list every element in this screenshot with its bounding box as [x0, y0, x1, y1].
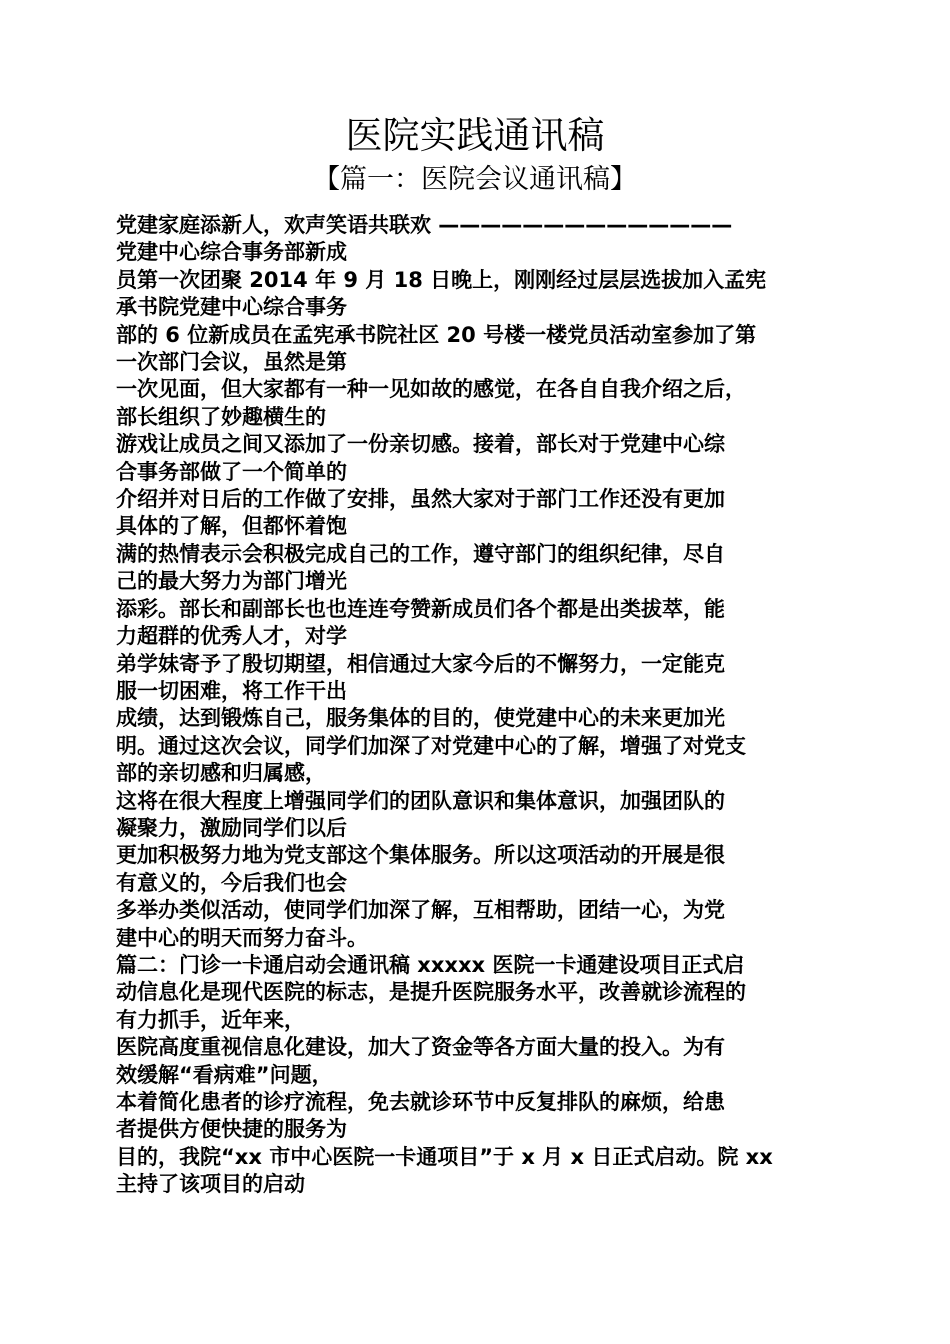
- document-subtitle: 【篇一：医院会议通讯稿】: [313, 164, 637, 195]
- body-text-line: 凝聚力，激励同学们以后: [116, 815, 347, 840]
- document-title: 医院实践通讯稿: [345, 114, 605, 157]
- body-text-line: 更加积极努力地为党支部这个集体服务。所以这项活动的开展是很: [116, 843, 725, 868]
- body-text-line: 建中心的明天而努力奋斗。: [116, 925, 368, 950]
- body-text-line: 己的最大努力为部门增光: [116, 569, 347, 594]
- body-text-line: 介绍并对日后的工作做了安排，虽然大家对于部门工作还没有更加: [116, 487, 725, 512]
- body-text-line: 效缓解“看病难”问题，: [116, 1062, 333, 1087]
- body-text-line: 服一切困难，将工作干出: [116, 678, 347, 703]
- body-text-line: 具体的了解，但都怀着饱: [116, 514, 347, 539]
- body-text-line: 一次见面，但大家都有一种一见如故的感觉，在各自自我介绍之后，: [116, 377, 746, 402]
- body-text-line: 添彩。部长和副部长也也连连夸赞新成员们各个都是出类拔萃，能: [116, 596, 725, 621]
- body-text-line: 本着简化患者的诊疗流程，免去就诊环节中反复排队的麻烦，给患: [116, 1090, 725, 1114]
- body-text-line: 医院高度重视信息化建设，加大了资金等各方面大量的投入。为有: [116, 1035, 725, 1060]
- body-text-line: 党建中心综合事务部新成: [116, 240, 347, 265]
- body-text-line: 主持了该项目的启动: [116, 1172, 305, 1197]
- body-text-line: 承书院党建中心综合事务: [116, 295, 347, 320]
- body-text-line: 党建家庭添新人，欢声笑语共联欢 ——————————————: [116, 213, 733, 237]
- body-text-line: 多举办类似活动，使同学们加深了解，互相帮助，团结一心，为党: [116, 898, 725, 923]
- body-text-line: 目的，我院“xx 市中心医院一卡通项目”于 x 月 x 日正式启动。院 xx: [116, 1144, 773, 1169]
- body-text-line: 合事务部做了一个简单的: [116, 459, 347, 484]
- body-text-line: 有意义的，今后我们也会: [116, 870, 347, 895]
- body-text-line: 动信息化是现代医院的标志，是提升医院服务水平，改善就诊流程的: [116, 980, 746, 1005]
- body-text-line: 有力抓手，近年来，: [116, 1007, 305, 1032]
- body-text-line: 部长组织了妙趣横生的: [116, 404, 326, 429]
- document-body: [116, 212, 838, 1199]
- body-text-line: 一次部门会议，虽然是第: [116, 350, 347, 375]
- body-text-line: 成绩，达到锻炼自己，服务集体的目的，使党建中心的未来更加光: [116, 706, 725, 731]
- body-text-line: 者提供方便快捷的服务为: [116, 1117, 347, 1142]
- body-text-line: 明。通过这次会议，同学们加深了对党建中心的了解，增强了对党支: [116, 733, 746, 758]
- body-text-line: 力超群的优秀人才，对学: [116, 624, 347, 649]
- body-text-line: 这将在很大程度上增强同学们的团队意识和集体意识，加强团队的: [116, 788, 725, 813]
- body-text-line: 游戏让成员之间又添加了一份亲切感。接着，部长对于党建中心综: [116, 432, 725, 457]
- body-text-line: 弟学妹寄予了殷切期望，相信通过大家今后的不懈努力，一定能克: [116, 651, 725, 676]
- body-text-line: 员第一次团聚 2014 年 9 月 18 日晚上，刚刚经过层层选拔加入孟宪: [116, 267, 767, 292]
- body-text-line: 满的热情表示会积极完成自己的工作，遵守部门的组织纪律，尽自: [116, 541, 725, 566]
- body-text-line: 篇二：门诊一卡通启动会通讯稿 xxxxx 医院一卡通建设项目正式启: [116, 952, 745, 977]
- body-text-line: 部的 6 位新成员在孟宪承书院社区 20 号楼一楼党员活动室参加了第: [116, 322, 757, 347]
- body-text-line: 部的亲切感和归属感，: [116, 761, 326, 786]
